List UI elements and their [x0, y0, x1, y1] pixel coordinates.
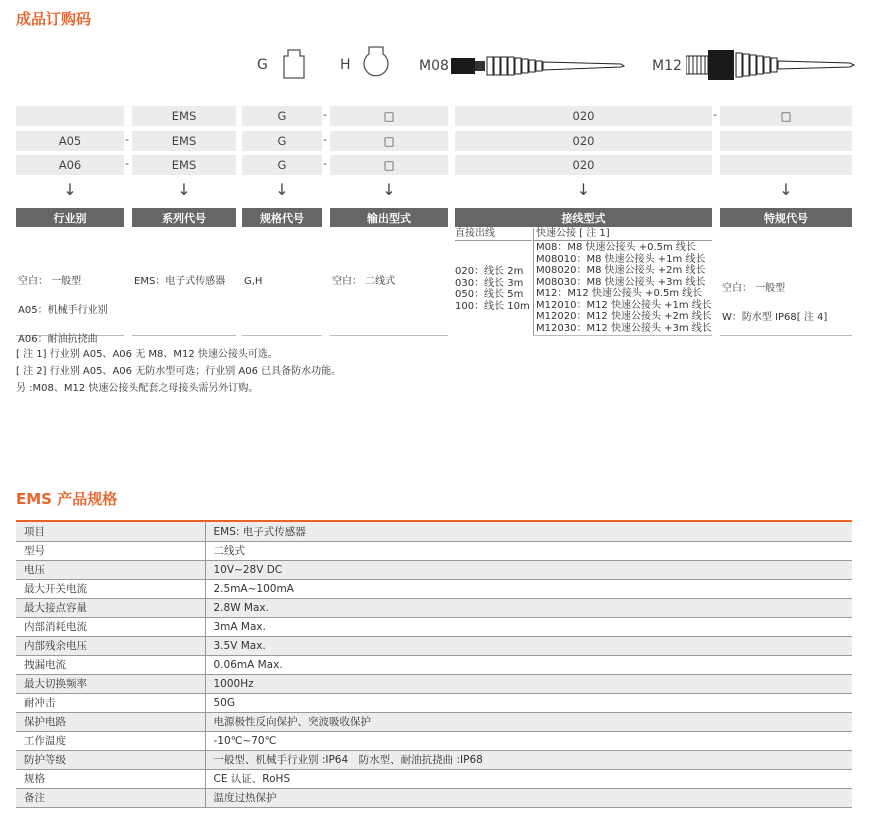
special-desc-line: W：防水型 IP68[ 注 4] — [722, 311, 828, 323]
h-connector-icon — [362, 44, 390, 80]
spec-item-value: 10V~28V DC — [205, 560, 852, 579]
header-series: 系列代号 — [132, 208, 236, 227]
spec-row — [16, 731, 852, 750]
spec-item-value: 0.06mA Max. — [205, 655, 852, 674]
code-wiring-cell: 020 — [455, 106, 712, 126]
spec-item-value: 2.5mA~100mA — [205, 579, 852, 598]
code-industry-cell: A05 — [16, 131, 124, 151]
spec-table — [16, 522, 852, 808]
notes — [16, 346, 341, 397]
wiring-direct-item: 100：线长 10m — [455, 300, 530, 312]
code-output-cell: □ — [330, 155, 448, 175]
spec-item-value: 温度过热保护 — [205, 788, 852, 807]
code-output-cell: □ — [330, 106, 448, 126]
spec-item-label: 型号 — [16, 541, 205, 560]
code-dash: - — [713, 108, 717, 121]
g-connector-label: G — [257, 57, 268, 73]
spec-item-label: 最大接点容量 — [16, 598, 205, 617]
spec-item-label: 电压 — [16, 560, 205, 579]
wiring-desc-box — [455, 228, 712, 336]
m08-connector-label: M08 — [419, 58, 449, 74]
spec-item-value: 电源极性反向保护、突波吸收保护 — [205, 712, 852, 731]
wiring-quick-item: M12010：M12 快速公接头 +1m 线长 — [536, 299, 712, 311]
spec-item-value: EMS: 电子式传感器 — [205, 522, 852, 541]
wiring-direct-item: 020：线长 2m — [455, 266, 524, 277]
code-dash: - — [323, 157, 327, 170]
spec-row — [16, 788, 852, 807]
wiring-quick-item: M08020：M8 快速公接头 +2m 线长 — [536, 265, 706, 276]
spec-item-label: 耐冲击 — [16, 693, 205, 712]
code-wiring-cell: 020 — [455, 155, 712, 175]
code-series-cell: EMS — [132, 106, 236, 126]
industry-desc-line: 空白： 一般型 — [18, 275, 82, 287]
spec-item-value: 3mA Max. — [205, 617, 852, 636]
code-special-cell — [720, 131, 852, 151]
wiring-quick-item: M12：M12 快速公接头 +0.5m 线长 — [536, 288, 703, 299]
code-dash: - — [323, 133, 327, 146]
spec-row — [16, 636, 852, 655]
code-industry-cell — [16, 106, 124, 126]
g-connector-icon — [282, 48, 306, 80]
spec-item-label: 备注 — [16, 788, 205, 807]
h-connector-label: H — [340, 57, 351, 73]
down-arrow-icon: ↓ — [779, 180, 793, 199]
spec-row — [16, 560, 852, 579]
code-industry-cell: A06 — [16, 155, 124, 175]
industry-desc-line: A06：耐油抗挠曲 — [18, 333, 98, 345]
down-arrow-icon: ↓ — [275, 180, 289, 199]
output-desc-box — [330, 228, 448, 336]
industry-desc-line: A05：机械手行业别 — [18, 304, 108, 316]
spec-item-value: 2.8W Max. — [205, 598, 852, 617]
note-line: [ 注 1] 行业别 A05、A06 无 M8、M12 快速公接头可选。 — [16, 349, 278, 360]
spec-item-label: 最大开关电流 — [16, 579, 205, 598]
spec-item-value: 1000Hz — [205, 674, 852, 693]
header-spec: 规格代号 — [242, 208, 322, 227]
spec-row — [16, 750, 852, 769]
spec-row — [16, 769, 852, 788]
code-output-cell: □ — [330, 131, 448, 151]
spec-item-label: 防护等级 — [16, 750, 205, 769]
spec-item-value: 3.5V Max. — [205, 636, 852, 655]
wiring-quick-item: M08：M8 快速公接头 +0.5m 线长 — [536, 242, 696, 253]
spec-item-value: CE 认证、RoHS — [205, 769, 852, 788]
header-industry: 行业别 — [16, 208, 124, 227]
code-spec-cell: G — [242, 106, 322, 126]
header-special: 特规代号 — [720, 208, 852, 227]
spec-row — [16, 712, 852, 731]
spec-item-label: 最大切换频率 — [16, 674, 205, 693]
spec-row — [16, 579, 852, 598]
wiring-direct-title: 直接出线 — [455, 228, 532, 241]
spec-desc-box — [242, 228, 322, 336]
wiring-quick-item: M12030：M12 快速公接头 +3m 线长 — [536, 322, 712, 334]
code-special-cell: □ — [720, 106, 852, 126]
spec-row — [16, 674, 852, 693]
spec-row — [16, 617, 852, 636]
code-dash: - — [125, 157, 129, 170]
m08-connector-icon — [451, 52, 626, 80]
wiring-quick-item: M08010：M8 快速公接头 +1m 线长 — [536, 253, 706, 265]
spec-item-value: 一般型、机械手行业别 :IP64 防水型、耐油抗挠曲 :IP68 — [205, 750, 852, 769]
down-arrow-icon: ↓ — [63, 180, 77, 199]
code-special-cell — [720, 155, 852, 175]
special-desc-line: 空白： 一般型 — [722, 282, 786, 294]
code-dash: - — [323, 108, 327, 121]
spec-item-label: 内部残余电压 — [16, 636, 205, 655]
spec-row — [16, 598, 852, 617]
spec-item-label: 规格 — [16, 769, 205, 788]
header-output: 输出型式 — [330, 208, 448, 227]
spec-item-value: 二线式 — [205, 541, 852, 560]
series-desc-box — [132, 228, 236, 336]
spec-row — [16, 522, 852, 541]
spec-item-value: -10℃~70℃ — [205, 731, 852, 750]
spec-row — [16, 541, 852, 560]
code-wiring-cell: 020 — [455, 131, 712, 151]
spec-item-label: 工作温度 — [16, 731, 205, 750]
note-line: [ 注 2] 行业别 A05、A06 无防水型可选；行业别 A06 已具备防水功能。 — [16, 366, 342, 377]
special-desc-box — [720, 228, 852, 336]
wiring-quick-item: M08030：M8 快速公接头 +3m 线长 — [536, 276, 706, 288]
header-wiring: 接线型式 — [455, 208, 712, 227]
spec-item-label: 保护电路 — [16, 712, 205, 731]
down-arrow-icon: ↓ — [576, 180, 591, 199]
wiring-quick-title: 快速公接 [ 注 1] — [533, 228, 712, 241]
note-line: 另 :M08、M12 快速公接头配套之母接头需另外订购。 — [16, 383, 259, 394]
spec-row — [16, 655, 852, 674]
spec-desc: G,H — [244, 276, 263, 287]
m12-connector-label: M12 — [652, 58, 682, 74]
spec-item-label: 内部消耗电流 — [16, 617, 205, 636]
spec-item-label: 拽漏电流 — [16, 655, 205, 674]
code-series-cell: EMS — [132, 131, 236, 151]
wiring-direct-item: 050：线长 5m — [455, 289, 524, 300]
spec-row — [16, 693, 852, 712]
spec-item-label: 项目 — [16, 522, 205, 541]
code-dash: - — [125, 133, 129, 146]
ems-spec-title: EMS 产品规格 — [16, 490, 118, 508]
wiring-direct-item: 030：线长 3m — [455, 277, 524, 289]
order-code-title: 成品订购码 — [16, 10, 92, 28]
code-series-cell: EMS — [132, 155, 236, 175]
code-spec-cell: G — [242, 131, 322, 151]
series-desc: EMS：电子式传感器 — [134, 276, 226, 287]
down-arrow-icon: ↓ — [177, 180, 191, 199]
output-desc: 空白： 二线式 — [332, 276, 396, 287]
spec-item-value: 50G — [205, 693, 852, 712]
down-arrow-icon: ↓ — [382, 180, 396, 199]
wiring-quick-item: M12020：M12 快速公接头 +2m 线长 — [536, 311, 712, 322]
industry-desc-box — [16, 228, 124, 345]
m12-connector-icon — [686, 48, 856, 82]
code-spec-cell: G — [242, 155, 322, 175]
